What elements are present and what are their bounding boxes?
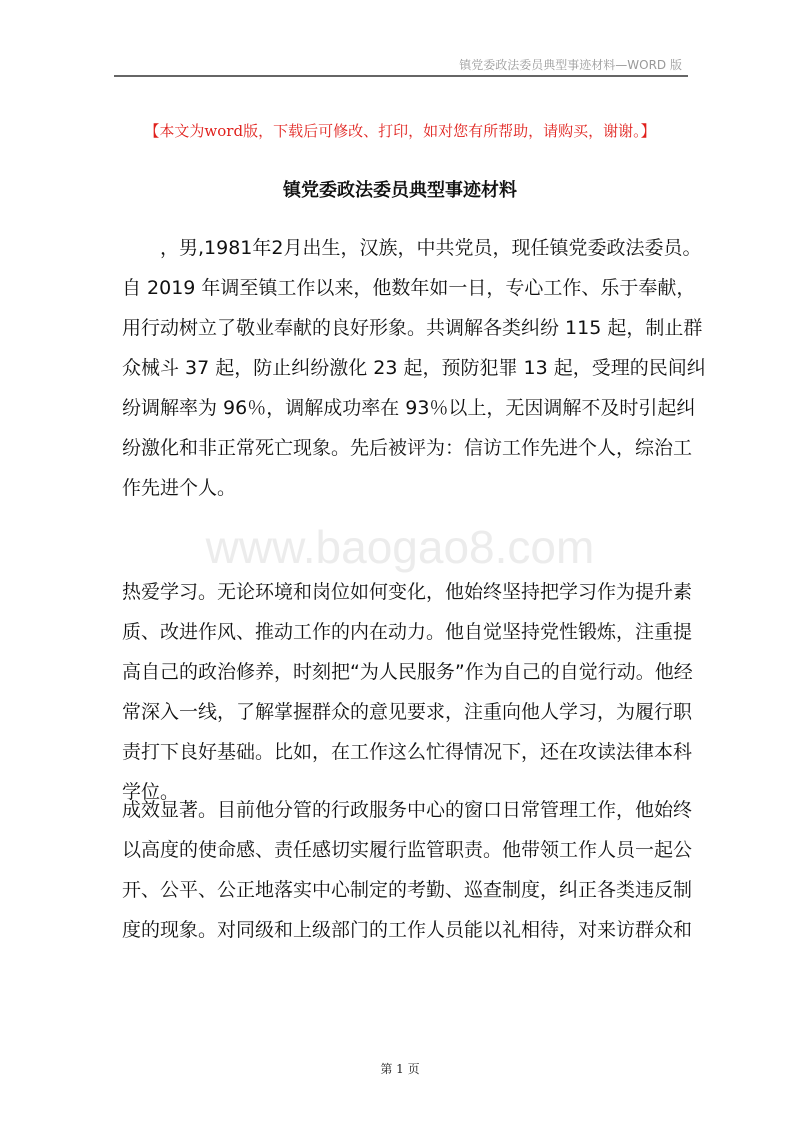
paragraph-3: [122, 790, 693, 950]
text-line: 纷调解率为 96％，调解成功率在 93％以上，无因调解不及时引起纠: [122, 397, 696, 419]
text-line: 纷激化和非正常死亡现象。先后被评为：信访工作先进个人，综治工: [122, 437, 693, 459]
text-line: 用行动树立了敬业奉献的良好形象。共调解各类纠纷 115 起，制止群: [122, 317, 703, 339]
text-line: 众械斗 37 起，防止纠纷激化 23 起，预防犯罪 13 起，受理的民间纠: [122, 357, 706, 379]
text-line: 学位。: [122, 781, 180, 803]
text-line: 作先进个人。: [122, 477, 237, 499]
text-line: 自 2019 年调至镇工作以来，他数年如一日，专心工作、乐于奉献，: [122, 277, 696, 299]
text-line: 常深入一线，了解掌握群众的意见要求，注重向他人学习，为履行职: [122, 701, 693, 723]
text-line: 质、改进作风、推动工作的内在动力。他自觉坚持党性锻炼，注重提: [122, 621, 693, 643]
purchase-notice: 【本文为word版，下载后可修改、打印，如对您有所帮助，请购买，谢谢。】: [144, 122, 656, 140]
text-line: ，男,1981年2月出生，汉族，中共党员，现任镇党委政法委员。: [122, 237, 702, 259]
paragraph-1: [122, 228, 706, 508]
text-line: 以高度的使命感、责任感切实履行监管职责。他带领工作人员一起公: [122, 839, 693, 861]
text-line: 热爱学习。无论环境和岗位如何变化，他始终坚持把学习作为提升素: [122, 581, 693, 603]
paragraph-2: [122, 572, 693, 812]
page-number: 第 1 页: [380, 1062, 420, 1076]
text-line: 度的现象。对同级和上级部门的工作人员能以礼相待，对来访群众和: [122, 919, 693, 941]
watermark: www.baogao8.com: [205, 521, 595, 573]
text-line: 成效显著。目前他分管的行政服务中心的窗口日常管理工作，他始终: [122, 799, 693, 821]
text-line: 责打下良好基础。比如，在工作这么忙得情况下，还在攻读法律本科: [122, 741, 693, 763]
text-line: 高自己的政治修养，时刻把“为人民服务”作为自己的自觉行动。他经: [122, 661, 693, 683]
text-line: 开、公平、公正地落实中心制定的考勤、巡查制度，纠正各类违反制: [122, 879, 693, 901]
document-title: 镇党委政法委员典型事迹材料: [283, 180, 517, 201]
running-header: 镇党委政法委员典型事迹材料—WORD 版: [459, 58, 682, 72]
header-divider: [114, 75, 688, 77]
